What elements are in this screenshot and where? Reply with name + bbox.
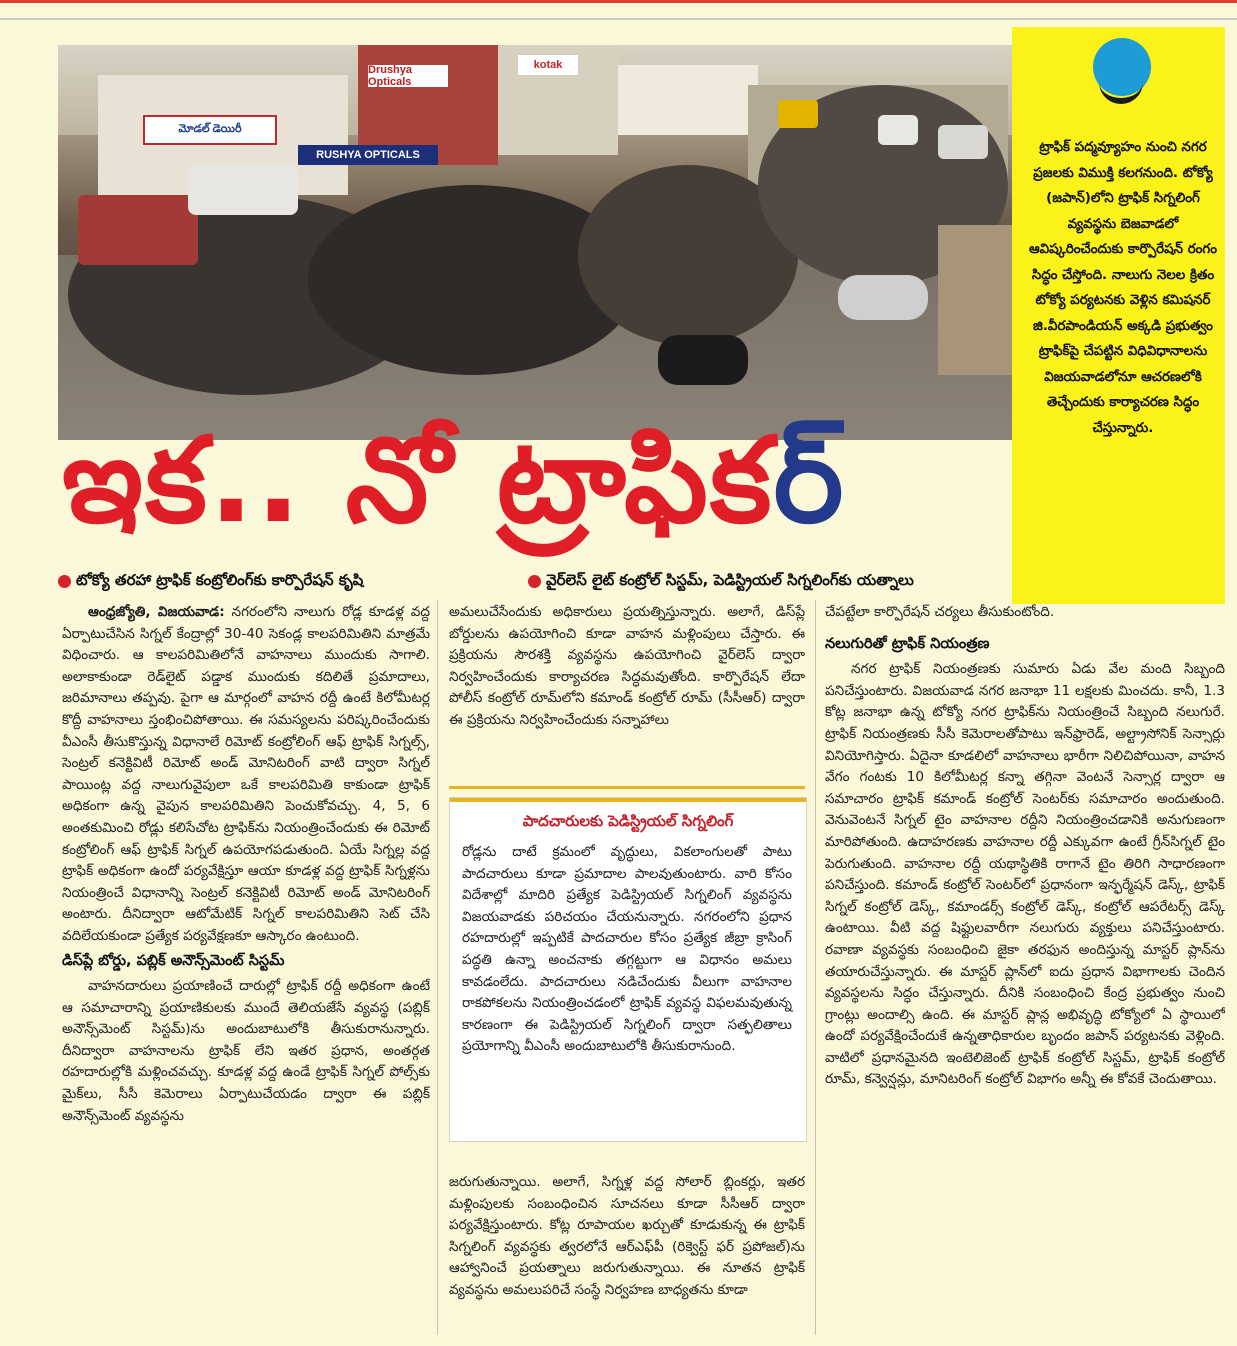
- sidebar-rule: [450, 798, 806, 802]
- headline-part4: ర్: [773, 411, 846, 549]
- top-rule: [0, 0, 1237, 3]
- col1-paragraph-1: నగరంలోని నాలుగు రోడ్ల కూడళ్ల వద్ద ఏర్పాటుచేసిన సిగ్నల్ కేంద్రాల్లో 30-40 సెకండ్ల కాలపరిమితిని మాత్రమే విధించారు. ఆ కాలపరిమితిలోనే వాహనాలు ముందుకు సాగాలి. అలాకాకుండా రెడ్‌లైట్ పడ్డాక ముందుకు కదిలితే ప్రమాదాలు, జరిమానాలు తప్పవు. పైగా ఆ మార్గంలో వాహన రద్దీ ఉంటే కిలోమీటర్ల కొద్దీ వాహనాలు స్తంభించిపోతాయి. ఈ సమస్యలను పరిష్కరించేందుకు వీఎంసీ తీసుకొస్తున్న విధానాలే రిమోట్ కంట్రోలింగ్ ఆఫ్ ట్రాఫిక్ సిగ్నల్స్, సెంట్రల్ కనెక్టివిటీ రిమోట్ అండ్ మోనిటరింగ్ వాటి ద్వారా సిగ్నల్ పాయింట్ల వద్ద నాలుగువైపులా ఒకే కాలపరిమితి కాకుండా ట్రాఫిక్ అధికంగా ఉన్న వైపున కాలపరిమితిని పెంచుకోవచ్చు. 4, 5, 6 అంతకుమించి రోడ్లు కలిసేచోట ట్రాఫిక్‌ను నియంత్రించేందుకు ఈ రిమోట్ కంట్రోలింగ్ ఆఫ్ ట్రాఫిక్ సిగ్నల్ ఉపయోగపడుతుంది. ఏయే సిగ్నల్ల వద్ద ట్రాఫిక్ అధికంగా ఉందో పర్యవేక్షిస్తూ ఆయా కూడళ్ల వద్ద ట్రాఫిక్ సిగ్నళ్లను నియంత్రించే విధానాన్ని సెంట్రల్ కనెక్టివిటీ రిమోట్ అండ్ మోనిటరింగ్ అంటారు. దీనిద్వారా ఆటోమేటిక్ సిగ్నల్ కాలపరిమితిని సెట్ చేసి వదిలేయకుండా ప్రత్యేక పర్యవేక్షణకూ ఆస్కారం ఉంటుంది.: [62, 604, 430, 944]
- sidebar-divider: [449, 786, 805, 789]
- col3-heading: నలుగురితో ట్రాఫిక్ నియంత్రణ: [825, 635, 990, 652]
- traffic-photo: [58, 45, 1012, 440]
- col2-paragraph-2: జరుగుతున్నాయి. అలాగే, సిగ్నళ్ల వద్ద సోలార్ బ్లింకర్లు, ఇతర మళ్లింపులకు సంబంధించిన సూచనలు కూడా సీసీఆర్ ద్వారా పర్యవేక్షిస్తుంటారు. కోట్ల రూపాయల ఖర్చుతో కూడుకున్న ఈ ట్రాఫిక్ సిగ్నలింగ్ వ్యవస్థకు త్వరలోనే ఆర్‌ఎఫ్‌పీ (రిక్వెస్ట్ ఫర్ ప్రపోజల్)ను ఆహ్వానించే ప్రయత్నాలు జరుగుతున్నాయి. ఈ నూతన ట్రాఫిక్ వ్యవస్థను అమలుపరిచే సంస్థే నిర్వహణ బాధ్యతను కూడా: [449, 1174, 805, 1298]
- shop-sign-dairy: మోడల్ డెయిరీ: [143, 115, 277, 145]
- subhead-2: వైర్‌లెస్ లైట్ కంట్రోల్ సిస్టమ్, పెడిస్ట్రియల్ సిగ్నలింగ్‌కు యత్నాలు: [546, 571, 914, 589]
- sidebar-title: పాదచారులకు పెడిస్ట్రియల్ సిగ్నలింగ్: [522, 812, 734, 830]
- headline-dots: ..: [208, 411, 303, 549]
- col3-paragraph-0: చేపట్టేలా కార్పొరేషన్ చర్యలు తీసుకుంటోంది.: [825, 604, 1055, 620]
- column-1: [62, 602, 430, 1337]
- dateline: ఆంధ్రజ్యోతి, విజయవాడ:: [88, 604, 225, 620]
- column-2-top: [449, 602, 805, 782]
- logo-arc: [1099, 62, 1143, 104]
- subhead-1: టోక్యో తరహా ట్రాఫిక్ కంట్రోలింగ్‌కు కార్పొరేషన్ కృషి: [76, 571, 364, 589]
- col2-paragraph-1: అమలుచేసేందుకు అధికారులు ప్రయత్నిస్తున్నారు. అలాగే, డిస్‌ప్లే బోర్డులను ఉపయోగించి కూడా వాహన మళ్లింపులు చేస్తారు. ఈ ప్రక్రియను సౌరశక్తి వ్యవస్థను ఉపయోగించి వైర్‌లెస్ ద్వారా నిర్వహించేందుకు కార్యాచరణ సిద్ధమవుతోంది. కార్పొరేషన్ లేదా పోలీస్ కంట్రోల్ రూమ్‌లోని కమాండ్ కంట్రోల్ రూమ్ (సీసీఆర్) ద్వారా ఈ ప్రక్రియను నిర్వహించేందుకు సన్నాహాలు: [449, 604, 805, 728]
- pedestrian-sidebar: [449, 797, 807, 1142]
- headline-part2: నో: [345, 411, 454, 549]
- headline: [62, 405, 1012, 570]
- column-divider: [437, 600, 438, 1335]
- headline-part1: ఇక: [62, 411, 209, 549]
- col1-heading: డిస్‌ప్లే బోర్డు, పబ్లిక్ అనౌన్స్‌మెంట్ సిస్టమ్: [62, 952, 285, 969]
- shop-sign-kotak: kotak: [518, 55, 578, 75]
- bullet-icon: [528, 575, 541, 588]
- col1-paragraph-2: వాహనదారులు ప్రయాణించే దారుల్లో ట్రాఫిక్ రద్దీ అధికంగా ఉంటే ఆ సమాచారాన్ని ప్రయాణికులకు ముందే తెలియజేసే వ్యవస్థ (పబ్లిక్ అనౌన్స్‌మెంట్ సిస్టమ్)ను అందుబాటులోకి తీసుకురానున్నారు. దీనిద్వారా వాహనాలను ట్రాఫిక్ లేని ఇతర ప్రధాన, అంతర్గత రహదారుల్లోకి మళ్లించవచ్చు. కూడళ్ల వద్ద ఉండే ట్రాఫిక్ సిగ్నల్ పోల్స్‌కు మైక్‌లు, సీసీ కెమెరాలు ఏర్పాటుచేయడం ద్వారా ఈ పబ్లిక్ అనౌన్స్‌మెంట్ వ్యవస్థను: [62, 978, 430, 1124]
- column-3: [825, 602, 1225, 1337]
- subhead-bar: [58, 566, 1008, 596]
- shop-sign-rushya: RUSHYA OPTICALS: [298, 145, 438, 165]
- bullet-icon: [58, 575, 71, 588]
- headline-part3: ట్రాఫిక: [496, 411, 774, 549]
- column-divider: [815, 600, 816, 1335]
- col3-paragraph-1: నగర ట్రాఫిక్ నియంత్రణకు సుమారు ఏడు వేల మంది సిబ్బంది పనిచేస్తుంటారు. విజయవాడ నగర జనాభా 11 లక్షలకు మించదు. కానీ, 1.3 కోట్ల జనాభా ఉన్న టోక్యో నగర ట్రాఫిక్‌ను నియంత్రించే సిబ్బంది నలుగురే. ట్రాఫిక్ నియంత్రణకు సీసీ కెమెరాలతోపాటు ఇన్‌ఫ్రారెడ్, అల్ట్రాసోనిక్ సెన్సార్లు వినియోగిస్తారు. ఏదైనా కూడలిలో వాహనాలు భారీగా నిలిచిపోయినా, వాహన వేగం గంటకు 10 కిలోమీటర్ల కన్నా తగ్గినా వెంటనే సెన్సార్ల ద్వారా ఆ సమాచారం ట్రాఫిక్ కమాండ్ కంట్రోల్ సెంటర్‌కు సమాచారం అందుతుంది. వెనువెంటనే సిగ్నల్ టైం వాహనాల రద్దీని నియంత్రించడానికి అనుగుణంగా మారిపోతుంది. ఉదాహరణకు వాహనాల రద్దీ ఎక్కువగా ఉంటే గ్రీన్‌సిగ్నల్ టైం పెరుగుతుంది. వాహనాల రద్దీ యథాస్థితికి రాగానే టైం తిరిగి సాధారణంగా పనిచేస్తుంది. కమాండ్ కంట్రోల్ సెంటర్‌లో ప్రధానంగా ఇన్ఫర్మేషన్ డెస్క్, ట్రాఫిక్ సిగ్నల్ కంట్రోల్ డెస్క్, కమాండర్స్ కంట్రోల్ డెస్క్, కంట్రోల్ ఆపరేటర్స్ డెస్క్ ఉంటాయి. వీటి వద్ద షిఫ్టులవారీగా నలుగురు వ్యక్తులు పనిచేస్తుంటారు. రవాణా వ్యవస్థకు సంబంధించి జైకా తరఫున అందిస్తున్న మాస్టర్ ప్లాన్‌ను తయారుచేస్తున్నారు. ఈ మాస్టర్ ప్లాన్‌లో ఐదు ప్రధాన విభాగాలకు చెందిన వ్యవస్థలను సిద్ధం చేస్తున్నారు. దీనికి సంబంధించి కేంద్ర ప్రభుత్వం నుంచి గ్రాంట్లు అందాల్సి ఉంది. ఈ మాస్టర్ ప్లాన్ల అభివృద్ధి టోక్యోలో ఏ స్థాయిలో ఉందో పర్యవేక్షించేందుకే ఉన్నతాధికారుల బృందం జపాన్ పర్యటనకు వెళ్లింది. వాటిలో ప్రధానమైనది ఇంటెలిజెంట్ ట్రాఫిక్ కంట్రోల్ సిస్టమ్, ట్రాఫిక్ కంట్రోల్ రూమ్, కన్వెన్షన్లు, మానిటరింగ్ కంట్రోల్ విభాగం అన్నీ ఈ కోవకే చెందుతాయి.: [825, 661, 1225, 1088]
- sidebar-text: రోడ్లను దాటే క్రమంలో వృద్ధులు, వికలాంగులతో పాటు పాదచారులు కూడా ప్రమాదాల పాలవుతుంటారు. వారి కోసం విదేశాల్లో మాదిరి ప్రత్యేక పెడిస్ట్రియల్ సిగ్నలింగ్ వ్యవస్థను విజయవాడకు పరిచయం చేయనున్నారు. నగరంలోని ప్రధాన రహదారుల్లో ఇప్పటికే పాదచారుల కోసం ప్రత్యేక జీబ్రా క్రాసింగ్ పద్ధతి ఉన్నా అంచనాకు తగ్గట్టుగా ఆ విధానం అమలు కావడంలేదు. పాదచారులు నడిచేందుకు వీలుగా వాహనాల రాకపోకలను నియంత్రించడంలో ట్రాఫిక్ వ్యవస్థ విఫలమవుతున్న కారణంగా ఈ పెడిస్ట్రియల్ సిగ్నలింగ్ ద్వారా సత్ఫలితాలు ప్రయోగాన్ని వీఎంసీ అందుబాటులోకి తీసుకురానుంది.: [462, 844, 792, 1055]
- column-2-bottom: [449, 1172, 805, 1337]
- top-rule-thin: [0, 18, 1237, 20]
- intro-text: ట్రాఫిక్ పద్మవ్యూహం నుంచి నగర ప్రజలకు విముక్తి కలగనుంది. టోక్యో (జపాన్)లోని ట్రాఫిక్ సిగ్నలింగ్ వ్యవస్థను బెజవాడలో ఆవిష్కరించేందుకు కార్పొరేషన్ రంగం సిద్ధం చేస్తోంది. నాలుగు నెలల క్రితం టోక్యో పర్యటనకు వెళ్లిన కమిషనర్ జి.వీరపాండియన్ అక్కడి ప్రభుత్వం ట్రాఫిక్‌పై చేపట్టిన విధివిధానాలను విజయవాడలోనూ ఆచరణలోకి తెచ్చేందుకు కార్యాచరణ సిద్ధం చేస్తున్నారు.: [1028, 140, 1218, 436]
- shop-sign-drushya: Drushya Opticals: [368, 65, 448, 87]
